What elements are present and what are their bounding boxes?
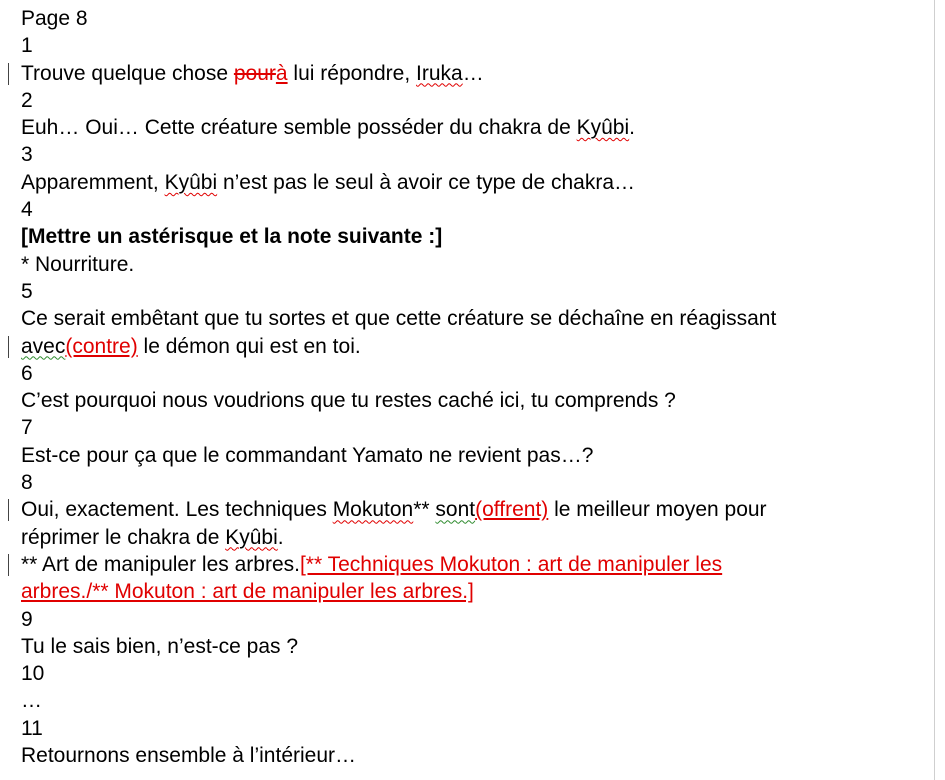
- text-line: …: [21, 689, 42, 713]
- text-run: réprimer le chakra de: [21, 525, 226, 549]
- panel-number: 7: [21, 416, 33, 440]
- text-line: C’est pourquoi nous voudrions que tu restes caché ici, tu comprends ?: [21, 389, 676, 413]
- text-line: Retournons ensemble à l’intérieur…: [21, 744, 357, 768]
- panel-number: 1: [21, 34, 33, 58]
- text-run: **: [413, 498, 436, 522]
- text-run: le meilleur moyen pour: [548, 498, 767, 522]
- page-heading: Page 8: [21, 7, 88, 30]
- spelling-flag: Iruka: [416, 61, 463, 85]
- text-run: ** Art de manipuler les arbres.: [21, 552, 300, 576]
- inserted-text: à: [275, 61, 288, 85]
- deleted-text: pour: [233, 61, 276, 85]
- text-run: …: [462, 61, 484, 85]
- panel-number: 8: [21, 471, 33, 495]
- text-line: Est-ce pour ça que le commandant Yamato ne revient pas…?: [21, 443, 594, 467]
- text-line: Tu le sais bien, n’est-ce pas ?: [21, 634, 299, 658]
- text-run: Apparemment,: [21, 170, 165, 194]
- spelling-flag: Kyûbi: [164, 170, 218, 194]
- panel-number: 4: [21, 198, 33, 222]
- change-bar: [8, 63, 9, 85]
- text-line: Ce serait embêtant que tu sortes et que cette créature se déchaîne en réagissant: [21, 307, 777, 331]
- change-bar: [8, 336, 9, 358]
- change-bar: [8, 554, 9, 576]
- text-run: .: [629, 116, 635, 140]
- text-run: .: [277, 525, 284, 549]
- panel-number: 6: [21, 361, 33, 385]
- text-run: Euh… Oui… Cette créature semble posséder du chakra de: [21, 116, 577, 140]
- grammar-flag: avec: [21, 334, 66, 358]
- change-bar: [8, 499, 9, 521]
- panel-number: 9: [21, 607, 33, 631]
- text-line: [21, 496, 926, 523]
- spelling-flag: Kyûbi: [225, 525, 278, 549]
- text-run: le démon qui est en toi.: [137, 334, 361, 358]
- text-line: [21, 524, 926, 551]
- panel-number: 3: [21, 143, 33, 167]
- inserted-text: [** Techniques Mokuton : art de manipuler les: [299, 552, 723, 576]
- text-line: * Nourriture.: [21, 252, 135, 276]
- grammar-flag: sont: [435, 498, 476, 522]
- document-body[interactable]: [21, 5, 926, 769]
- panel-number: 11: [21, 716, 43, 740]
- text-line: [21, 60, 926, 87]
- inserted-text: (offrent): [475, 498, 549, 522]
- text-line: [21, 551, 926, 578]
- text-run: Trouve quelque chose: [21, 61, 234, 85]
- text-line: [21, 578, 926, 605]
- spelling-flag: Mokuton: [332, 498, 414, 522]
- panel-number: 2: [21, 88, 33, 112]
- text-line: [21, 114, 926, 141]
- inserted-text: (contre): [65, 334, 138, 358]
- text-line: [21, 333, 926, 360]
- text-run: Oui, exactement. Les techniques: [21, 498, 333, 522]
- text-run: lui répondre,: [287, 61, 417, 85]
- spelling-flag: Kyûbi: [576, 116, 630, 140]
- inserted-text: arbres./** Mokuton : art de manipuler les arbres.]: [21, 580, 474, 604]
- text-line: [21, 169, 926, 196]
- panel-number: 10: [21, 662, 45, 686]
- editor-instruction: [Mettre un astérisque et la note suivante :]: [21, 225, 443, 249]
- text-run: n’est pas le seul à avoir ce type de chakra…: [217, 170, 635, 194]
- panel-number: 5: [21, 279, 33, 303]
